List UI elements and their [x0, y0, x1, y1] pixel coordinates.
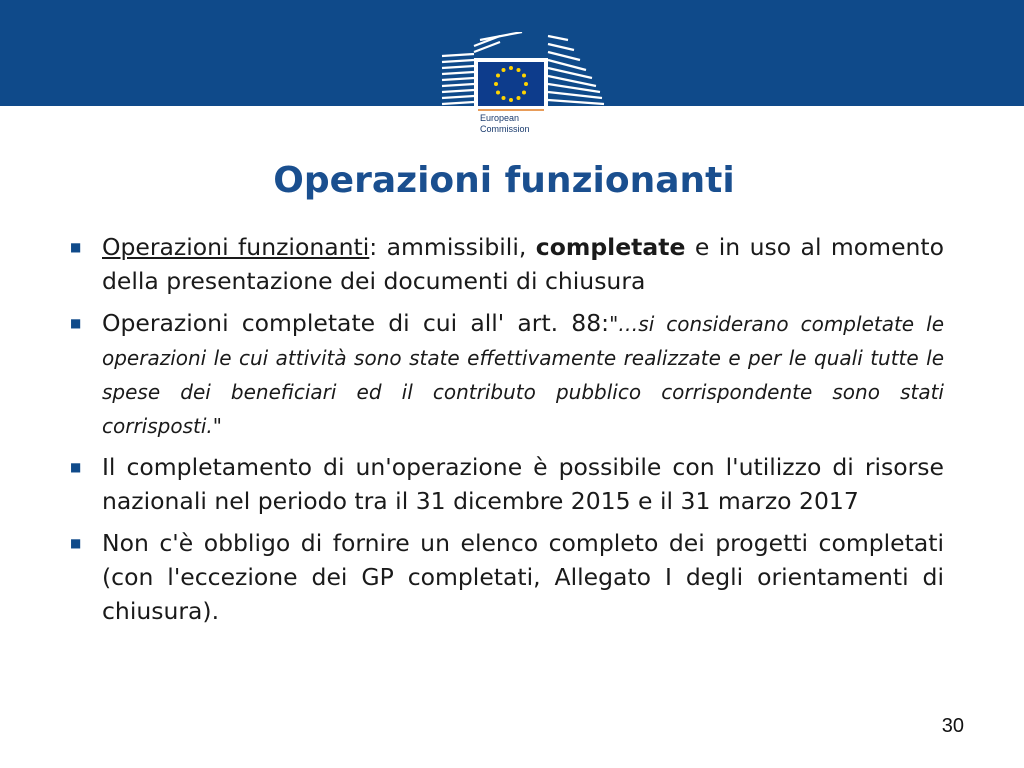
operazioni-funzionanti-link[interactable]: Operazioni funzionanti — [102, 233, 370, 261]
page-title: Operazioni funzionanti — [273, 160, 735, 201]
bullet-text — [102, 306, 944, 442]
european-commission-logo — [440, 32, 606, 144]
bullet-square-icon: ■ — [70, 460, 82, 474]
page-number: 30 — [941, 715, 964, 737]
bullet-list — [66, 230, 944, 636]
list-item — [66, 450, 944, 518]
list-item — [66, 306, 944, 442]
bullet-square-icon: ■ — [70, 240, 82, 254]
bullet-square-icon: ■ — [70, 316, 82, 330]
bullet-text: Non c'è obbligo di fornire un elenco completo dei progetti completati (con l'eccezione dei GP completati, Allegato I degli orientamenti di chiusura). — [102, 529, 944, 625]
bullet-text — [102, 230, 944, 298]
bullet-text-part: : ammissibili, — [369, 233, 536, 261]
bold-text: completate — [535, 233, 686, 261]
bullet-square-icon: ■ — [70, 536, 82, 550]
logo-text-line2: Commission — [480, 124, 530, 134]
logo-text-line1: European — [480, 113, 520, 123]
article-quote: "…si considerano completate le operazioni le cui attività sono state effettivamente realizzate e per le quali tutte le spese dei beneficiari ed il contributo pubblico corrispondente sono stati corrisposti." — [102, 312, 944, 438]
list-item — [66, 230, 944, 298]
list-item — [66, 526, 944, 628]
bullet-text: Il completamento di un'operazione è possibile con l'utilizzo di risorse nazionali nel periodo tra il 31 dicembre 2015 e il 31 marzo 2017 — [102, 453, 944, 515]
bullet-text-part: Operazioni completate di cui all' art. 88: — [102, 309, 610, 337]
bullet-text-part: e in uso al momento della presentazione dei documenti di chiusura — [102, 233, 945, 295]
